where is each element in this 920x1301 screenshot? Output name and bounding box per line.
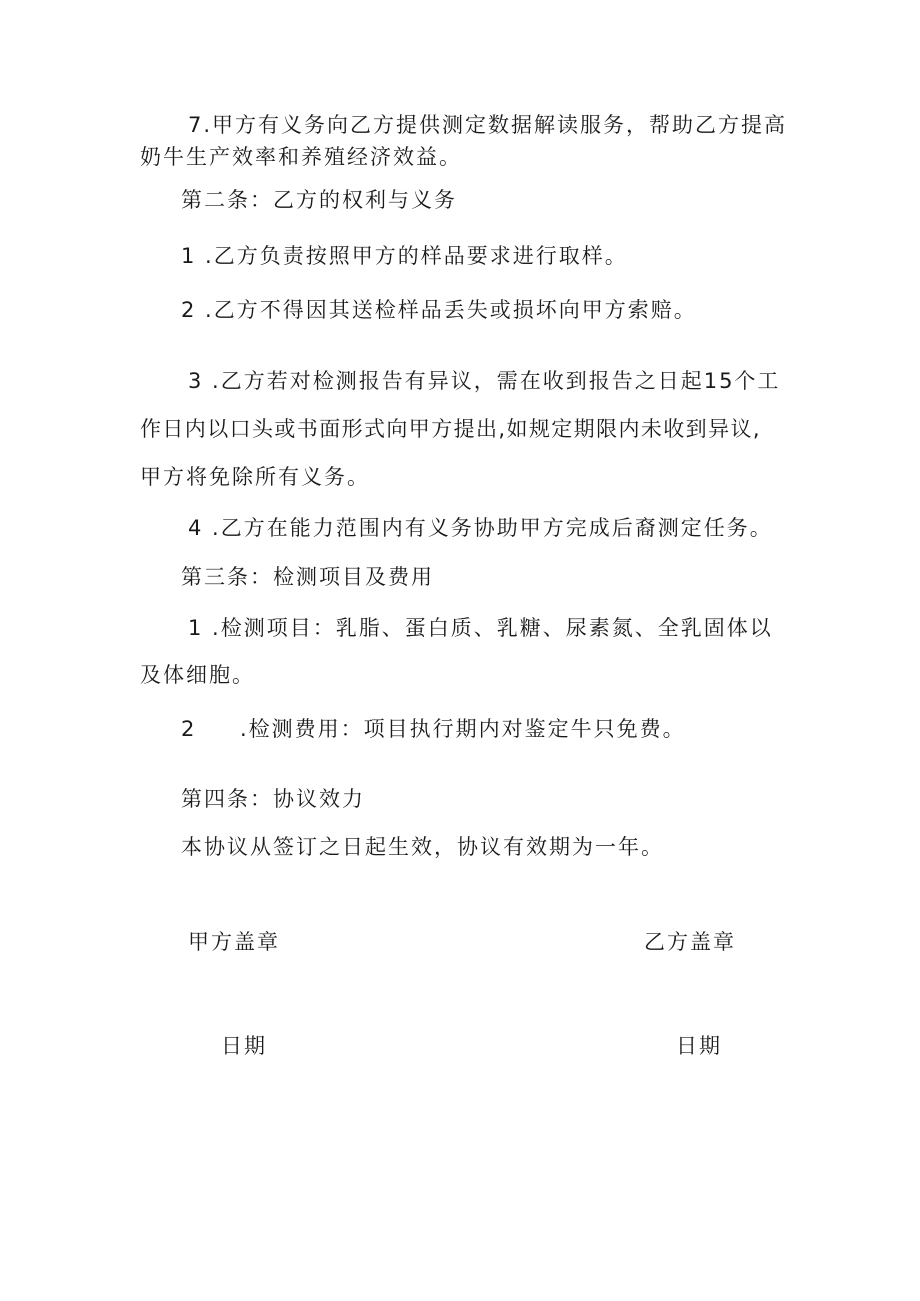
party-a-date-label: 日期 — [221, 1034, 267, 1058]
article-2-item-3-line-2: 作日内以口头或书面形式向甲方提出,如规定期限内未收到异议, — [140, 417, 761, 441]
clause-7-line-2: 奶牛生产效率和养殖经济效益。 — [140, 145, 462, 169]
article-4-text: 本协议从签订之日起生效，协议有效期为一年。 — [181, 835, 664, 859]
article-3-item-1-line-2: 及体细胞。 — [140, 663, 255, 687]
party-b-date-label: 日期 — [676, 1034, 722, 1058]
article-2-item-3-line-1: 3 .乙方若对检测报告有异议，需在收到报告之日起15个工 — [188, 369, 781, 393]
party-b-seal-label: 乙方盖章 — [644, 930, 736, 954]
article-2-title: 第二条：乙方的权利与义务 — [181, 188, 457, 212]
article-2-item-3-line-3: 甲方将免除所有义务。 — [140, 465, 370, 489]
article-3-title: 第三条：检测项目及费用 — [181, 565, 434, 589]
article-2-item-1: 1 .乙方负责按照甲方的样品要求进行取样。 — [181, 244, 628, 268]
article-3-item-2-text: .检测费用：项目执行期内对鉴定牛只免费。 — [240, 717, 686, 741]
clause-7-line-1: 7.甲方有义务向乙方提供测定数据解读服务，帮助乙方提高 — [188, 113, 788, 137]
article-2-item-4: 4 .乙方在能力范围内有义务协助甲方完成后裔测定任务。 — [188, 516, 773, 540]
party-a-seal-label: 甲方盖章 — [188, 930, 280, 954]
article-2-item-2: 2 .乙方不得因其送检样品丢失或损坏向甲方索赔。 — [181, 298, 697, 322]
article-3-item-2-number: 2 — [181, 717, 197, 741]
article-4-title: 第四条：协议效力 — [181, 787, 365, 811]
article-3-item-1-line-1: 1 .检测项目：乳脂、蛋白质、乳糖、尿素氮、全乳固体以 — [188, 616, 773, 640]
